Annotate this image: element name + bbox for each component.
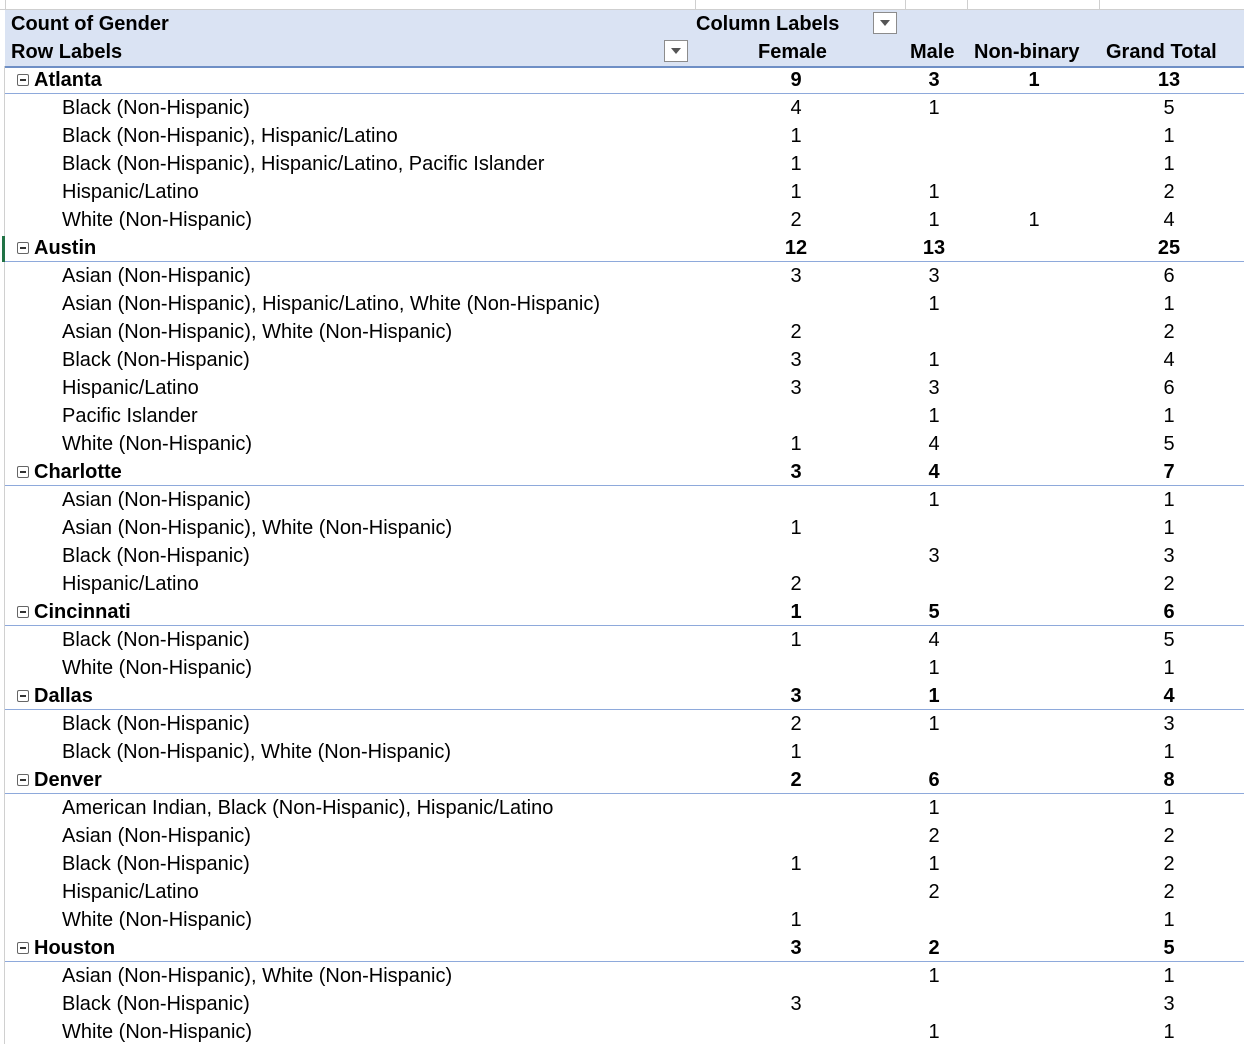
pivot-group-row[interactable] bbox=[5, 234, 1244, 262]
female-count-cell[interactable]: 3 bbox=[790, 377, 802, 399]
city-label: Austin bbox=[34, 237, 97, 259]
pivot-item-row[interactable] bbox=[5, 178, 1244, 206]
city-label: Houston bbox=[34, 937, 116, 959]
pivot-item-row[interactable] bbox=[5, 374, 1244, 402]
ethnicity-label: Asian (Non-Hispanic), White (Non-Hispanic) bbox=[62, 517, 453, 539]
city-label: Denver bbox=[34, 769, 102, 791]
grand-total-cell[interactable]: 2 bbox=[1163, 825, 1175, 847]
pivot-item-row[interactable] bbox=[5, 962, 1244, 990]
grand-total-cell[interactable]: 1 bbox=[1163, 125, 1175, 147]
male-count-cell[interactable]: 4 bbox=[928, 461, 940, 483]
city-label: Dallas bbox=[34, 685, 93, 707]
pivot-header bbox=[5, 10, 1244, 68]
gridline bbox=[967, 0, 968, 9]
pivot-group-row[interactable] bbox=[5, 934, 1244, 962]
grand-total-cell[interactable]: 4 bbox=[1163, 685, 1175, 707]
filter-dropdown-icon bbox=[879, 19, 891, 27]
grand-total-cell[interactable]: 1 bbox=[1163, 489, 1175, 511]
ethnicity-label: American Indian, Black (Non-Hispanic), Hispanic/Latino bbox=[62, 797, 554, 819]
female-count-cell[interactable]: 2 bbox=[790, 209, 802, 231]
male-count-cell[interactable]: 1 bbox=[928, 797, 940, 819]
grand-total-cell[interactable]: 1 bbox=[1163, 797, 1175, 819]
female-count-cell[interactable]: 3 bbox=[790, 265, 802, 287]
male-count-cell[interactable]: 1 bbox=[928, 97, 940, 119]
grand-total-cell[interactable]: 5 bbox=[1163, 937, 1175, 959]
ethnicity-label: Asian (Non-Hispanic), White (Non-Hispanic) bbox=[62, 321, 453, 343]
ethnicity-label: Asian (Non-Hispanic) bbox=[62, 265, 251, 287]
male-count-cell[interactable]: 1 bbox=[928, 209, 940, 231]
ethnicity-label: Asian (Non-Hispanic), Hispanic/Latino, White (Non-Hispanic) bbox=[62, 293, 600, 315]
female-count-cell[interactable]: 1 bbox=[790, 853, 802, 875]
pivot-item-row[interactable] bbox=[5, 626, 1244, 654]
pivot-item-row[interactable] bbox=[5, 150, 1244, 178]
gridline bbox=[695, 0, 696, 9]
female-count-cell[interactable]: 1 bbox=[790, 909, 802, 931]
grand-total-cell[interactable]: 13 bbox=[1157, 69, 1181, 91]
male-count-cell[interactable]: 13 bbox=[922, 237, 946, 259]
column-labels-filter-button[interactable] bbox=[873, 12, 897, 34]
male-count-cell[interactable]: 6 bbox=[928, 769, 940, 791]
grand-total-cell[interactable]: 4 bbox=[1163, 349, 1175, 371]
ethnicity-label: Black (Non-Hispanic) bbox=[62, 545, 250, 567]
ethnicity-label: Black (Non-Hispanic) bbox=[62, 993, 250, 1015]
column-header-non-binary[interactable]: Non-binary bbox=[974, 41, 1080, 63]
ethnicity-label: White (Non-Hispanic) bbox=[62, 657, 253, 679]
ethnicity-label: Pacific Islander bbox=[62, 405, 198, 427]
collapse-minus-icon[interactable] bbox=[17, 690, 29, 702]
female-count-cell[interactable]: 9 bbox=[790, 69, 802, 91]
grand-total-cell[interactable]: 1 bbox=[1163, 517, 1175, 539]
grand-total-cell[interactable]: 3 bbox=[1163, 713, 1175, 735]
pivot-group-row[interactable] bbox=[5, 66, 1244, 94]
gridline bbox=[905, 0, 906, 9]
ethnicity-label: White (Non-Hispanic) bbox=[62, 909, 253, 931]
value-field-label[interactable]: Count of Gender bbox=[11, 13, 169, 35]
column-labels-header[interactable]: Column Labels bbox=[696, 13, 840, 35]
ethnicity-label: Asian (Non-Hispanic) bbox=[62, 825, 251, 847]
pivot-item-row[interactable] bbox=[5, 990, 1244, 1018]
pivot-item-row[interactable] bbox=[5, 262, 1244, 290]
pivot-group-row[interactable] bbox=[5, 766, 1244, 794]
male-count-cell[interactable]: 2 bbox=[928, 825, 940, 847]
pivot-item-row[interactable] bbox=[5, 794, 1244, 822]
pivot-item-row[interactable] bbox=[5, 122, 1244, 150]
grand-total-cell[interactable]: 3 bbox=[1163, 993, 1175, 1015]
ethnicity-label: Black (Non-Hispanic) bbox=[62, 349, 250, 371]
pivot-item-row[interactable] bbox=[5, 738, 1244, 766]
male-count-cell[interactable]: 1 bbox=[928, 853, 940, 875]
female-count-cell[interactable]: 1 bbox=[790, 601, 802, 623]
male-count-cell[interactable]: 4 bbox=[928, 433, 940, 455]
grand-total-cell[interactable]: 25 bbox=[1157, 237, 1181, 259]
grand-total-cell[interactable]: 6 bbox=[1163, 377, 1175, 399]
female-count-cell[interactable]: 4 bbox=[790, 97, 802, 119]
pivot-item-row[interactable] bbox=[5, 1018, 1244, 1046]
row-labels-header[interactable]: Row Labels bbox=[11, 41, 123, 63]
female-count-cell[interactable]: 3 bbox=[790, 349, 802, 371]
male-count-cell[interactable]: 1 bbox=[928, 489, 940, 511]
column-header-female[interactable]: Female bbox=[758, 41, 827, 63]
ethnicity-label: Black (Non-Hispanic) bbox=[62, 629, 250, 651]
grand-total-cell[interactable]: 1 bbox=[1163, 657, 1175, 679]
pivot-item-row[interactable] bbox=[5, 486, 1244, 514]
male-count-cell[interactable]: 1 bbox=[928, 349, 940, 371]
ethnicity-label: Black (Non-Hispanic) bbox=[62, 713, 250, 735]
ethnicity-label: Black (Non-Hispanic) bbox=[62, 97, 250, 119]
filter-dropdown-icon bbox=[670, 47, 682, 55]
female-count-cell[interactable]: 3 bbox=[790, 937, 802, 959]
female-count-cell[interactable]: 2 bbox=[790, 769, 802, 791]
male-count-cell[interactable]: 1 bbox=[928, 685, 940, 707]
grand-total-cell[interactable]: 1 bbox=[1163, 153, 1175, 175]
pivot-item-row[interactable] bbox=[5, 906, 1244, 934]
male-count-cell[interactable]: 3 bbox=[928, 377, 940, 399]
pivot-item-row[interactable] bbox=[5, 430, 1244, 458]
male-count-cell[interactable]: 3 bbox=[928, 69, 940, 91]
grand-total-cell[interactable]: 4 bbox=[1163, 209, 1175, 231]
grand-total-cell[interactable]: 1 bbox=[1163, 293, 1175, 315]
pivot-group-row[interactable] bbox=[5, 682, 1244, 710]
pivot-item-row[interactable] bbox=[5, 850, 1244, 878]
city-label: Cincinnati bbox=[34, 601, 131, 623]
male-count-cell[interactable]: 1 bbox=[928, 657, 940, 679]
pivot-group-row[interactable] bbox=[5, 458, 1244, 486]
grand-total-cell[interactable]: 8 bbox=[1163, 769, 1175, 791]
grand-total-cell[interactable]: 7 bbox=[1163, 461, 1175, 483]
pivot-item-row[interactable] bbox=[5, 542, 1244, 570]
city-label: Atlanta bbox=[34, 69, 102, 91]
grand-total-cell[interactable]: 1 bbox=[1163, 1021, 1175, 1043]
collapse-minus-icon[interactable] bbox=[17, 606, 29, 618]
pivot-item-row[interactable] bbox=[5, 402, 1244, 430]
female-count-cell[interactable]: 1 bbox=[790, 433, 802, 455]
ethnicity-label: Black (Non-Hispanic), White (Non-Hispanic) bbox=[62, 741, 451, 763]
nonbinary-count-cell[interactable]: 1 bbox=[1028, 209, 1040, 231]
grand-total-cell[interactable]: 5 bbox=[1163, 629, 1175, 651]
female-count-cell[interactable]: 1 bbox=[790, 517, 802, 539]
grand-total-cell[interactable]: 5 bbox=[1163, 433, 1175, 455]
female-count-cell[interactable]: 12 bbox=[784, 237, 808, 259]
male-count-cell[interactable]: 3 bbox=[928, 545, 940, 567]
pivot-item-row[interactable] bbox=[5, 318, 1244, 346]
nonbinary-count-cell[interactable]: 1 bbox=[1028, 69, 1040, 91]
ethnicity-label: Asian (Non-Hispanic) bbox=[62, 489, 251, 511]
ethnicity-label: Black (Non-Hispanic), Hispanic/Latino, Pacific Islander bbox=[62, 153, 545, 175]
ethnicity-label: Black (Non-Hispanic), Hispanic/Latino bbox=[62, 125, 398, 147]
collapse-minus-icon[interactable] bbox=[17, 242, 29, 254]
male-count-cell[interactable]: 1 bbox=[928, 293, 940, 315]
male-count-cell[interactable]: 1 bbox=[928, 405, 940, 427]
female-count-cell[interactable]: 3 bbox=[790, 461, 802, 483]
male-count-cell[interactable]: 2 bbox=[928, 937, 940, 959]
pivot-group-row[interactable] bbox=[5, 598, 1244, 626]
grand-total-cell[interactable]: 6 bbox=[1163, 265, 1175, 287]
ethnicity-label: Hispanic/Latino bbox=[62, 181, 199, 203]
grand-total-cell[interactable]: 5 bbox=[1163, 97, 1175, 119]
ethnicity-label: Asian (Non-Hispanic), White (Non-Hispanic) bbox=[62, 965, 453, 987]
ethnicity-label: White (Non-Hispanic) bbox=[62, 433, 253, 455]
collapse-minus-icon[interactable] bbox=[17, 942, 29, 954]
ethnicity-label: Black (Non-Hispanic) bbox=[62, 853, 250, 875]
ethnicity-label: Hispanic/Latino bbox=[62, 881, 199, 903]
female-count-cell[interactable]: 1 bbox=[790, 153, 802, 175]
ethnicity-label: White (Non-Hispanic) bbox=[62, 209, 253, 231]
male-count-cell[interactable]: 1 bbox=[928, 181, 940, 203]
grand-total-cell[interactable]: 2 bbox=[1163, 573, 1175, 595]
collapse-minus-icon[interactable] bbox=[17, 774, 29, 786]
grand-total-cell[interactable]: 6 bbox=[1163, 601, 1175, 623]
female-count-cell[interactable]: 1 bbox=[790, 629, 802, 651]
collapse-minus-icon[interactable] bbox=[17, 466, 29, 478]
male-count-cell[interactable]: 5 bbox=[928, 601, 940, 623]
pivot-item-row[interactable] bbox=[5, 822, 1244, 850]
grand-total-cell[interactable]: 2 bbox=[1163, 181, 1175, 203]
pivot-item-row[interactable] bbox=[5, 346, 1244, 374]
pivot-item-row[interactable] bbox=[5, 514, 1244, 542]
grand-total-cell[interactable]: 1 bbox=[1163, 405, 1175, 427]
gridline bbox=[5, 0, 6, 9]
female-count-cell[interactable]: 2 bbox=[790, 321, 802, 343]
column-header-grand-total[interactable]: Grand Total bbox=[1106, 41, 1217, 63]
row-labels-filter-button[interactable] bbox=[664, 40, 688, 62]
male-count-cell[interactable]: 1 bbox=[928, 965, 940, 987]
male-count-cell[interactable]: 2 bbox=[928, 881, 940, 903]
ethnicity-label: Hispanic/Latino bbox=[62, 573, 199, 595]
pivot-item-row[interactable] bbox=[5, 710, 1244, 738]
male-count-cell[interactable]: 3 bbox=[928, 265, 940, 287]
grand-total-cell[interactable]: 1 bbox=[1163, 909, 1175, 931]
column-header-male[interactable]: Male bbox=[910, 41, 955, 63]
grand-total-cell[interactable]: 3 bbox=[1163, 545, 1175, 567]
pivot-item-row[interactable] bbox=[5, 878, 1244, 906]
pivot-item-row[interactable] bbox=[5, 570, 1244, 598]
female-count-cell[interactable]: 3 bbox=[790, 993, 802, 1015]
female-count-cell[interactable]: 2 bbox=[790, 713, 802, 735]
male-count-cell[interactable]: 1 bbox=[928, 713, 940, 735]
grand-total-cell[interactable]: 1 bbox=[1163, 965, 1175, 987]
sheet-top-gridline bbox=[0, 0, 1244, 10]
gridline bbox=[1099, 0, 1100, 9]
male-count-cell[interactable]: 1 bbox=[928, 1021, 940, 1043]
grand-total-cell[interactable]: 2 bbox=[1163, 853, 1175, 875]
pivot-item-row[interactable] bbox=[5, 94, 1244, 122]
male-count-cell[interactable]: 4 bbox=[928, 629, 940, 651]
grand-total-cell[interactable]: 2 bbox=[1163, 321, 1175, 343]
female-count-cell[interactable]: 3 bbox=[790, 685, 802, 707]
pivot-item-row[interactable] bbox=[5, 206, 1244, 234]
grand-total-cell[interactable]: 1 bbox=[1163, 741, 1175, 763]
pivot-item-row[interactable] bbox=[5, 290, 1244, 318]
female-count-cell[interactable]: 2 bbox=[790, 573, 802, 595]
ethnicity-label: White (Non-Hispanic) bbox=[62, 1021, 253, 1043]
female-count-cell[interactable]: 1 bbox=[790, 125, 802, 147]
city-label: Charlotte bbox=[34, 461, 122, 483]
female-count-cell[interactable]: 1 bbox=[790, 741, 802, 763]
grand-total-cell[interactable]: 2 bbox=[1163, 881, 1175, 903]
pivot-item-row[interactable] bbox=[5, 654, 1244, 682]
ethnicity-label: Hispanic/Latino bbox=[62, 377, 199, 399]
collapse-minus-icon[interactable] bbox=[17, 74, 29, 86]
female-count-cell[interactable]: 1 bbox=[790, 181, 802, 203]
